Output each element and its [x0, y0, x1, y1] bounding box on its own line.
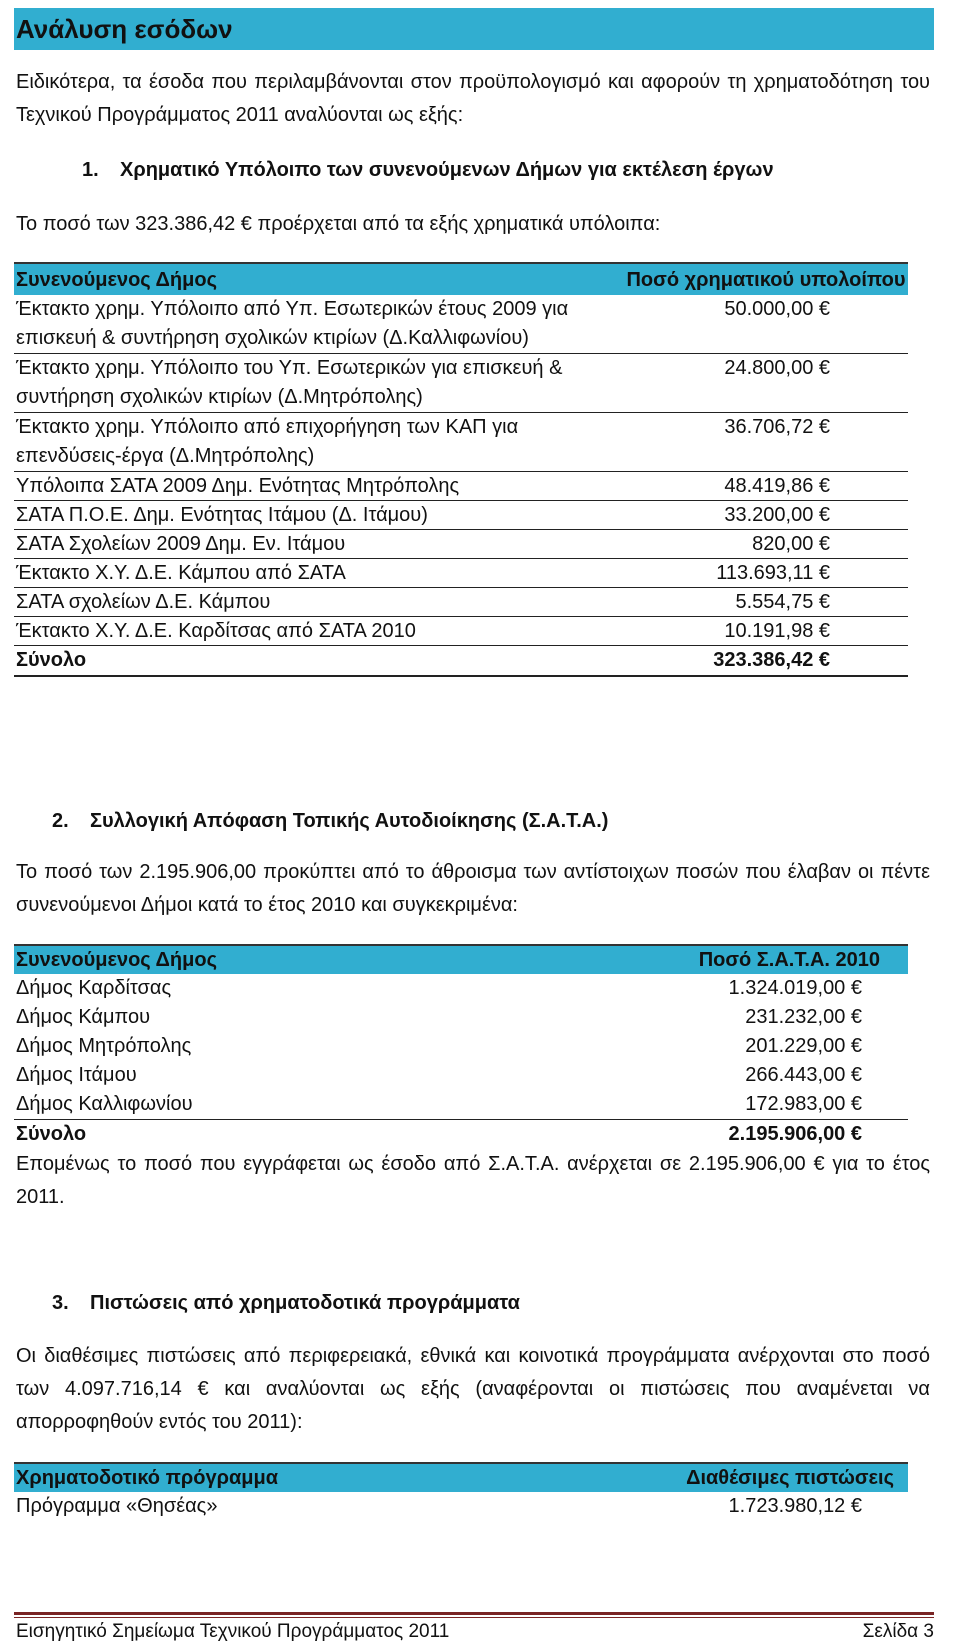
row-label: Δήμος Κάμπου — [16, 1006, 151, 1028]
footer-page-number: Σελίδα 3 — [862, 1621, 934, 1642]
page-title: Ανάλυση εσόδων — [14, 8, 934, 50]
row-amount: 50.000,00 € — [624, 295, 908, 354]
row-amount: 24.800,00 € — [624, 354, 908, 413]
section-2-heading — [52, 808, 608, 834]
column-header-municipality: Συνενούμενος Δήμος — [14, 945, 644, 974]
row-label: Έκτακτο Χ.Υ. Δ.Ε. Κάμπου από ΣΑΤΑ — [14, 559, 624, 588]
row-label: Έκτακτο χρημ. Υπόλοιπο του Υπ. Εσωτερικών για επισκευή & συντήρηση σχολικών κτιρίων (Δ.Μητρόπολης) — [14, 354, 624, 413]
row-label: Δήμος Μητρόπολης — [16, 1035, 192, 1057]
table-row — [14, 588, 908, 617]
section-2-title: Συλλογική Απόφαση Τοπικής Αυτοδιοίκησης (Σ.Α.Τ.Α.) — [90, 810, 609, 832]
section-3-title: Πιστώσεις από χρηματοδοτικά προγράμματα — [90, 1292, 520, 1314]
table-row — [14, 530, 908, 559]
row-amount: 172.983,00 € — [745, 1093, 862, 1115]
section-3-number: 3. — [52, 1292, 69, 1314]
table-total-row — [14, 646, 908, 677]
row-amount: 36.706,72 € — [624, 413, 908, 472]
table-total-row — [14, 1120, 908, 1150]
row-label: Δήμος Καλλιφωνίου — [16, 1093, 193, 1115]
row-amount: 1.723.980,12 € — [728, 1495, 862, 1517]
total-amount: 2.195.906,00 € — [644, 1120, 908, 1150]
total-label: Σύνολο — [14, 1120, 644, 1150]
section-2-number: 2. — [52, 810, 69, 832]
row-label: Πρόγραμμα «Θησέας» — [16, 1495, 218, 1517]
table-header-row — [14, 263, 908, 295]
table-row — [14, 501, 908, 530]
remainders-table — [14, 262, 908, 677]
row-amount: 820,00 € — [624, 530, 908, 559]
column-header-amount: Ποσό χρηματικού υπολοίπου — [624, 263, 908, 295]
section-2-after-text: Επομένως το ποσό που εγγράφεται ως έσοδο από Σ.Α.Τ.Α. ανέρχεται σε 2.195.906,00 € για το έτος 2011. — [16, 1153, 930, 1208]
table-row — [14, 413, 908, 472]
row-amount: 10.191,98 € — [624, 617, 908, 646]
row-label: ΣΑΤΑ Π.Ο.Ε. Δημ. Ενότητας Ιτάμου (Δ. Ιτάμου) — [14, 501, 624, 530]
column-header-program: Χρηματοδοτικό πρόγραμμα — [14, 1463, 644, 1492]
row-amount: 266.443,00 € — [745, 1064, 862, 1086]
footer-document-title: Εισηγητικό Σημείωμα Τεχνικού Προγράμματος 2011 — [16, 1621, 450, 1642]
table-row — [14, 974, 908, 1003]
column-header-credits: Διαθέσιμες πιστώσεις — [644, 1463, 908, 1492]
table-row — [14, 354, 908, 413]
section-3-heading — [52, 1290, 520, 1316]
row-amount: 231.232,00 € — [745, 1006, 862, 1028]
section-3-text: Οι διαθέσιμες πιστώσεις από περιφερειακά, εθνικά και κοινοτικά προγράμματα ανέρχονται στο ποσό των 4.097.716,14 € και αναλύονται ως εξής (αναφέρονται οι πιστώσεις που αναμένεται να απορροφηθούν εντός του 2011): — [16, 1345, 930, 1433]
table-row — [14, 1003, 908, 1032]
table-row — [14, 617, 908, 646]
footer-rule — [14, 1612, 934, 1615]
column-header-municipality: Συνενούμενος Δήμος — [14, 263, 624, 295]
table-row — [14, 1492, 908, 1521]
row-label: ΣΑΤΑ σχολείων Δ.Ε. Κάμπου — [14, 588, 624, 617]
section-1-text: Το ποσό των 323.386,42 € προέρχεται από τα εξής χρηματικά υπόλοιπα: — [16, 213, 661, 235]
row-label: Έκτακτο χρημ. Υπόλοιπο από επιχορήγηση των ΚΑΠ για επενδύσεις-έργα (Δ.Μητρόπολης) — [14, 413, 624, 472]
section-1-number: 1. — [82, 159, 99, 181]
row-label: Δήμος Καρδίτσας — [16, 977, 172, 999]
total-amount: 323.386,42 € — [624, 646, 908, 677]
row-label: Υπόλοιπα ΣΑΤΑ 2009 Δημ. Ενότητας Μητρόπολης — [14, 472, 624, 501]
footer-rule-thin — [14, 1617, 934, 1618]
row-amount: 48.419,86 € — [624, 472, 908, 501]
table-header-row — [14, 945, 908, 974]
row-amount: 201.229,00 € — [745, 1035, 862, 1057]
table-row — [14, 1061, 908, 1090]
section-2-text: Το ποσό των 2.195.906,00 προκύπτει από το άθροισμα των αντίστοιχων ποσών που έλαβαν οι πέντε συνενούμενοι Δήμοι κατά το έτος 2010 και συγκεκριμένα: — [16, 861, 930, 916]
row-amount: 113.693,11 € — [624, 559, 908, 588]
total-label: Σύνολο — [14, 646, 624, 677]
table-row — [14, 295, 908, 354]
row-amount: 1.324.019,00 € — [728, 977, 862, 999]
row-label: Δήμος Ιτάμου — [16, 1064, 137, 1086]
programs-table — [14, 1462, 908, 1521]
column-header-amount: Ποσό Σ.Α.Τ.Α. 2010 — [644, 945, 908, 974]
section-1-title: Χρηματικό Υπόλοιπο των συνενούμενων Δήμων για εκτέλεση έργων — [120, 159, 774, 181]
intro-paragraph: Ειδικότερα, τα έσοδα που περιλαμβάνονται στον προϋπολογισμό και αφορούν τη χρηματοδότηση του Τεχνικού Προγράμματος 2011 αναλύονται ως εξής: — [16, 71, 930, 126]
row-amount: 5.554,75 € — [624, 588, 908, 617]
section-1-heading — [82, 157, 774, 183]
row-label: Έκτακτο Χ.Υ. Δ.Ε. Καρδίτσας από ΣΑΤΑ 2010 — [14, 617, 624, 646]
table-row — [14, 1032, 908, 1061]
row-label: ΣΑΤΑ Σχολείων 2009 Δημ. Εν. Ιτάμου — [14, 530, 624, 559]
row-label: Έκτακτο χρημ. Υπόλοιπο από Υπ. Εσωτερικών έτους 2009 για επισκευή & συντήρηση σχολικών κτιρίων (Δ.Καλλιφωνίου) — [14, 295, 624, 354]
row-amount: 33.200,00 € — [624, 501, 908, 530]
table-row — [14, 1090, 908, 1120]
sata-table — [14, 944, 908, 1149]
table-header-row — [14, 1463, 908, 1492]
table-row — [14, 472, 908, 501]
table-row — [14, 559, 908, 588]
